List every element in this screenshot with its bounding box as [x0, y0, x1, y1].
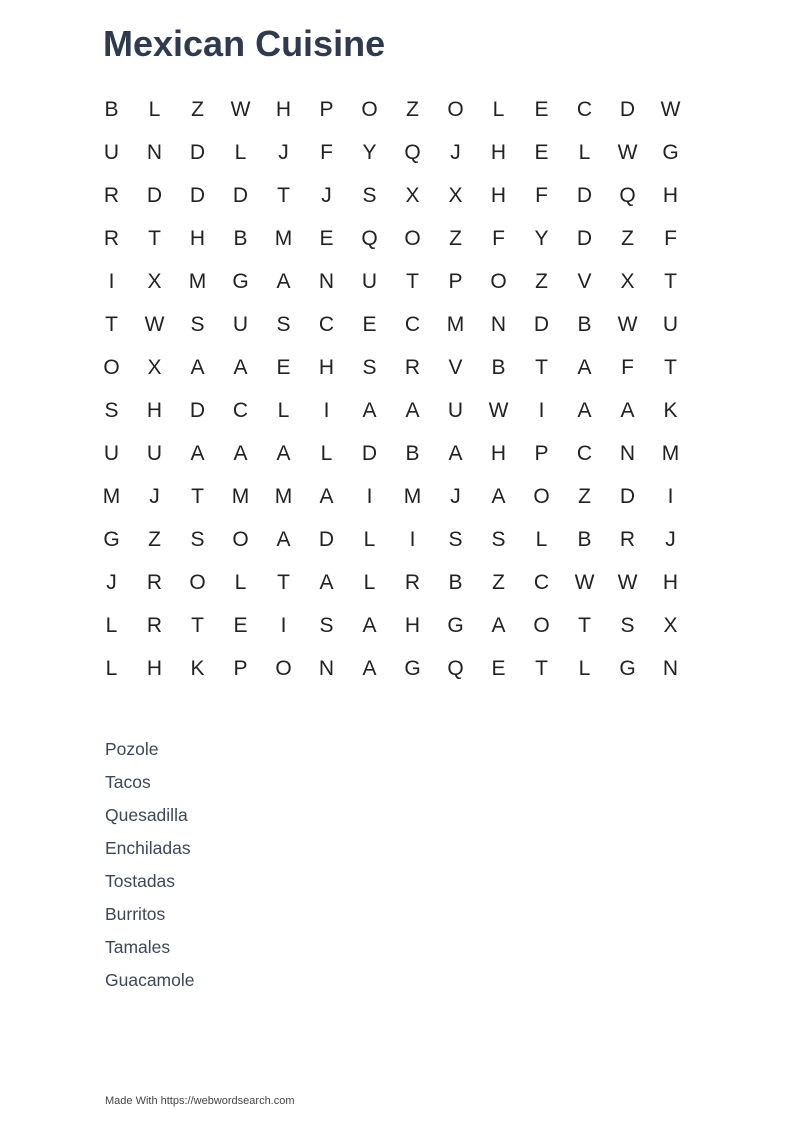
grid-cell: X	[147, 269, 162, 293]
word-list-item: Tostadas	[105, 871, 176, 891]
grid-cell: H	[146, 656, 163, 680]
grid-row	[90, 346, 692, 389]
grid-cell: I	[323, 398, 330, 422]
word-list-item: Tacos	[105, 772, 151, 792]
grid-row	[90, 303, 692, 346]
grid-cell: W	[144, 312, 165, 336]
grid-cell: A	[405, 398, 420, 422]
grid-cell: D	[576, 183, 593, 207]
grid-cell: G	[404, 656, 421, 680]
grid-row	[90, 389, 692, 432]
grid-cell: L	[578, 656, 591, 680]
grid-cell: J	[149, 484, 160, 508]
footer-credit: Made With https://webwordsearch.com	[105, 1095, 295, 1107]
grid-cell: O	[275, 656, 292, 680]
grid-cell: B	[233, 226, 248, 250]
grid-cell: Z	[191, 97, 204, 121]
grid-cell: B	[577, 527, 592, 551]
grid-cell: T	[277, 570, 290, 594]
grid-cell: Q	[447, 656, 464, 680]
grid-cell: N	[662, 656, 679, 680]
word-list-item: Pozole	[105, 739, 159, 759]
grid-row	[90, 647, 692, 690]
grid-cell: D	[318, 527, 335, 551]
grid-cell: S	[362, 355, 377, 379]
grid-cell: C	[533, 570, 550, 594]
grid-cell: U	[103, 441, 120, 465]
grid-cell: L	[234, 570, 247, 594]
grid-cell: P	[233, 656, 248, 680]
grid-cell: K	[663, 398, 678, 422]
grid-cell: B	[577, 312, 592, 336]
grid-row	[90, 475, 692, 518]
grid-cell: D	[189, 183, 206, 207]
grid-cell: A	[577, 398, 592, 422]
grid-cell: F	[621, 355, 634, 379]
grid-cell: J	[278, 140, 289, 164]
grid-cell: J	[321, 183, 332, 207]
grid-cell: F	[492, 226, 505, 250]
grid-row	[90, 88, 692, 131]
word-list	[105, 735, 195, 999]
grid-cell: J	[450, 484, 461, 508]
grid-cell: R	[619, 527, 636, 551]
page-title: Mexican Cuisine	[103, 23, 386, 64]
grid-cell: X	[620, 269, 635, 293]
grid-cell: O	[533, 613, 550, 637]
grid-cell: H	[490, 140, 507, 164]
grid-cell: O	[232, 527, 249, 551]
grid-cell: W	[617, 312, 638, 336]
grid-cell: F	[664, 226, 677, 250]
grid-cell: T	[664, 355, 677, 379]
grid-cell: C	[576, 441, 593, 465]
grid-cell: H	[490, 183, 507, 207]
grid-cell: L	[492, 97, 505, 121]
grid-cell: E	[319, 226, 334, 250]
grid-cell: W	[488, 398, 509, 422]
grid-cell: P	[448, 269, 463, 293]
grid-cell: T	[535, 656, 548, 680]
grid-cell: U	[361, 269, 378, 293]
grid-cell: J	[450, 140, 461, 164]
grid-cell: O	[490, 269, 507, 293]
grid-cell: A	[319, 484, 334, 508]
grid-cell: C	[318, 312, 335, 336]
word-list-item: Quesadilla	[105, 805, 188, 825]
word-list-item: Burritos	[105, 904, 166, 924]
grid-cell: V	[577, 269, 592, 293]
grid-cell: N	[318, 269, 335, 293]
grid-cell: L	[105, 613, 118, 637]
grid-cell: Q	[404, 140, 421, 164]
grid-cell: L	[535, 527, 548, 551]
grid-cell: D	[189, 398, 206, 422]
grid-cell: I	[108, 269, 115, 293]
grid-cell: N	[318, 656, 335, 680]
grid-cell: J	[106, 570, 117, 594]
grid-cell: Q	[619, 183, 636, 207]
grid-cell: U	[146, 441, 163, 465]
grid-cell: R	[404, 570, 421, 594]
grid-cell: H	[662, 570, 679, 594]
grid-cell: L	[363, 527, 376, 551]
grid-cell: K	[190, 656, 205, 680]
grid-cell: X	[663, 613, 678, 637]
grid-cell: Z	[621, 226, 634, 250]
grid-cell: T	[406, 269, 419, 293]
grid-cell: E	[534, 140, 549, 164]
grid-cell: B	[491, 355, 506, 379]
grid-cell: V	[448, 355, 463, 379]
grid-cell: U	[662, 312, 679, 336]
grid-cell: R	[404, 355, 421, 379]
grid-cell: O	[404, 226, 421, 250]
grid-cell: G	[232, 269, 249, 293]
grid-cell: A	[276, 441, 291, 465]
grid-cell: A	[362, 613, 377, 637]
grid-cell: A	[362, 656, 377, 680]
grid-row	[90, 217, 692, 260]
grid-cell: E	[233, 613, 248, 637]
grid-cell: N	[619, 441, 636, 465]
grid-cell: R	[103, 183, 120, 207]
grid-cell: G	[103, 527, 120, 551]
grid-cell: J	[665, 527, 676, 551]
grid-row	[90, 174, 692, 217]
grid-cell: N	[490, 312, 507, 336]
grid-cell: A	[233, 441, 248, 465]
grid-cell: S	[448, 527, 463, 551]
grid-cell: U	[232, 312, 249, 336]
grid-cell: Z	[148, 527, 161, 551]
grid-cell: I	[409, 527, 416, 551]
grid-cell: G	[619, 656, 636, 680]
grid-cell: M	[102, 484, 121, 508]
grid-cell: X	[147, 355, 162, 379]
word-list-item: Enchiladas	[105, 838, 191, 858]
grid-cell: T	[277, 183, 290, 207]
grid-cell: A	[276, 527, 291, 551]
grid-cell: B	[405, 441, 420, 465]
grid-cell: L	[148, 97, 161, 121]
grid-cell: A	[190, 441, 205, 465]
grid-cell: H	[490, 441, 507, 465]
grid-cell: Z	[449, 226, 462, 250]
grid-cell: D	[146, 183, 163, 207]
grid-cell: S	[104, 398, 119, 422]
grid-cell: O	[189, 570, 206, 594]
grid-cell: L	[363, 570, 376, 594]
grid-cell: M	[231, 484, 250, 508]
grid-cell: Z	[535, 269, 548, 293]
word-list-item: Tamales	[105, 937, 171, 957]
grid-cell: A	[319, 570, 334, 594]
grid-cell: T	[664, 269, 677, 293]
grid-cell: S	[276, 312, 291, 336]
grid-cell: D	[361, 441, 378, 465]
grid-cell: T	[191, 484, 204, 508]
grid-cell: G	[447, 613, 464, 637]
grid-cell: X	[405, 183, 420, 207]
grid-cell: U	[447, 398, 464, 422]
grid-cell: F	[320, 140, 333, 164]
grid-cell: W	[660, 97, 681, 121]
grid-cell: A	[577, 355, 592, 379]
grid-cell: D	[232, 183, 249, 207]
grid-cell: T	[578, 613, 591, 637]
grid-cell: T	[191, 613, 204, 637]
grid-cell: Y	[534, 226, 549, 250]
grid-cell: L	[320, 441, 333, 465]
grid-cell: H	[275, 97, 292, 121]
grid-cell: H	[404, 613, 421, 637]
grid-cell: W	[617, 570, 638, 594]
grid-cell: D	[619, 97, 636, 121]
grid-cell: A	[233, 355, 248, 379]
grid-row	[90, 561, 692, 604]
grid-row	[90, 260, 692, 303]
grid-cell: D	[533, 312, 550, 336]
grid-cell: S	[190, 312, 205, 336]
grid-cell: W	[574, 570, 595, 594]
grid-cell: S	[620, 613, 635, 637]
grid-cell: G	[662, 140, 679, 164]
grid-row	[90, 518, 692, 561]
grid-cell: M	[274, 484, 293, 508]
grid-cell: O	[533, 484, 550, 508]
grid-cell: D	[576, 226, 593, 250]
grid-cell: B	[104, 97, 119, 121]
grid-cell: H	[318, 355, 335, 379]
grid-cell: A	[620, 398, 635, 422]
grid-cell: M	[403, 484, 422, 508]
grid-cell: S	[319, 613, 334, 637]
grid-cell: M	[274, 226, 293, 250]
grid-cell: I	[280, 613, 287, 637]
grid-cell: O	[103, 355, 120, 379]
grid-cell: S	[491, 527, 506, 551]
grid-cell: L	[277, 398, 290, 422]
grid-cell: Z	[492, 570, 505, 594]
grid-cell: D	[189, 140, 206, 164]
grid-cell: F	[535, 183, 548, 207]
grid-row	[90, 131, 692, 174]
grid-cell: R	[103, 226, 120, 250]
grid-cell: Z	[578, 484, 591, 508]
grid-cell: T	[535, 355, 548, 379]
word-list-item: Guacamole	[105, 970, 195, 990]
grid-cell: M	[446, 312, 465, 336]
grid-cell: N	[146, 140, 163, 164]
grid-cell: I	[667, 484, 674, 508]
grid-cell: W	[617, 140, 638, 164]
grid-cell: E	[362, 312, 377, 336]
grid-cell: H	[146, 398, 163, 422]
grid-cell: O	[447, 97, 464, 121]
grid-cell: U	[103, 140, 120, 164]
grid-cell: E	[276, 355, 291, 379]
grid-cell: D	[619, 484, 636, 508]
grid-cell: L	[105, 656, 118, 680]
grid-cell: T	[105, 312, 118, 336]
grid-cell: S	[362, 183, 377, 207]
grid-cell: P	[319, 97, 334, 121]
grid-cell: S	[190, 527, 205, 551]
grid-cell: L	[234, 140, 247, 164]
grid-cell: B	[448, 570, 463, 594]
grid-cell: I	[366, 484, 373, 508]
grid-cell: H	[662, 183, 679, 207]
grid-cell: A	[448, 441, 463, 465]
grid-cell: Q	[361, 226, 378, 250]
grid-cell: A	[276, 269, 291, 293]
grid-cell: P	[534, 441, 549, 465]
grid-cell: E	[534, 97, 549, 121]
grid-cell: Y	[362, 140, 377, 164]
letter-grid	[90, 88, 692, 690]
grid-cell: R	[146, 613, 163, 637]
grid-cell: L	[578, 140, 591, 164]
grid-cell: R	[146, 570, 163, 594]
grid-cell: I	[538, 398, 545, 422]
grid-cell: A	[190, 355, 205, 379]
grid-cell: C	[576, 97, 593, 121]
grid-cell: A	[491, 613, 506, 637]
grid-cell: T	[148, 226, 161, 250]
grid-cell: W	[230, 97, 251, 121]
grid-cell: E	[491, 656, 506, 680]
grid-cell: O	[361, 97, 378, 121]
grid-cell: H	[189, 226, 206, 250]
grid-cell: A	[362, 398, 377, 422]
grid-cell: C	[404, 312, 421, 336]
grid-row	[90, 604, 692, 647]
grid-cell: A	[491, 484, 506, 508]
grid-cell: Z	[406, 97, 419, 121]
grid-row	[90, 432, 692, 475]
grid-cell: X	[448, 183, 463, 207]
grid-cell: M	[661, 441, 680, 465]
grid-cell: C	[232, 398, 249, 422]
grid-cell: M	[188, 269, 207, 293]
